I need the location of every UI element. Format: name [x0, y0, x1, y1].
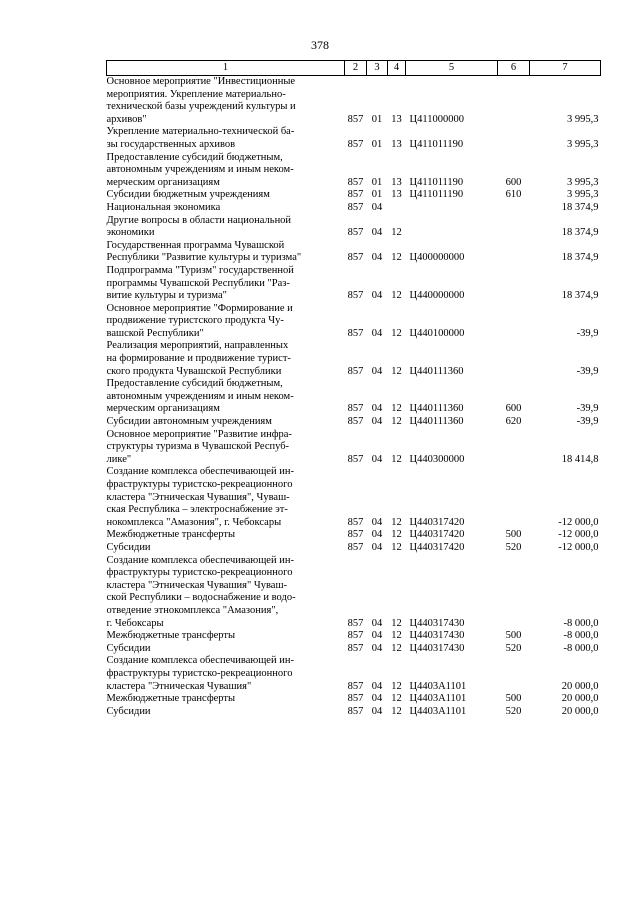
amount-cell: 18 414,8 [561, 453, 599, 465]
table-row [107, 416, 601, 429]
section-code-cell: 04 [371, 529, 383, 541]
subsection-code-cell: 12 [391, 642, 402, 654]
row-name-line: Межбюджетные трансферты [106, 630, 236, 642]
row-name-line: технической базы учреждений культуры и [106, 101, 296, 113]
subsection-code-cell: 13 [391, 113, 402, 125]
admin-code-cell: 857 [347, 113, 364, 125]
section-code-cell: 04 [371, 252, 383, 264]
row-name-cell [107, 655, 345, 693]
section-code-cell: 04 [371, 693, 383, 705]
row-name-line: Создание комплекса обеспечивающей ин- [106, 466, 294, 478]
subsection-code-cell: 12 [391, 705, 402, 717]
table-row [107, 76, 601, 127]
amount-cell: 3 995,3 [567, 189, 599, 201]
target-article-cell: Ц440317430 [409, 617, 465, 629]
row-name-line: Субсидии [106, 705, 151, 717]
amount-cell: 20 000,0 [561, 693, 599, 705]
amount-cell: -39,9 [576, 327, 599, 339]
target-article-cell: Ц440317420 [409, 516, 465, 528]
row-name-line: витие культуры и туризма" [106, 290, 227, 302]
subsection-code-cell: 12 [391, 227, 402, 239]
expense-type-cell: 610 [505, 189, 522, 201]
section-code-cell: 04 [371, 617, 383, 629]
row-name-line: вашской Республики" [106, 327, 204, 339]
target-article-cell: Ц440317430 [409, 630, 465, 642]
row-name-line: Реализация мероприятий, направленных [106, 340, 289, 352]
admin-code-cell: 857 [347, 617, 364, 629]
expense-type-cell [498, 76, 530, 127]
target-article-cell: Ц440111360 [409, 416, 464, 428]
row-name-line: Межбюджетные трансферты [106, 529, 236, 541]
section-code-cell: 01 [371, 138, 383, 150]
section-code-cell: 04 [371, 290, 383, 302]
expense-type-cell [498, 555, 530, 631]
subsection-code-cell: 12 [391, 541, 402, 553]
admin-code-cell: 857 [347, 416, 364, 428]
row-name-line: Субсидии бюджетным учреждениям [106, 189, 270, 201]
table-row [107, 152, 601, 190]
admin-code-cell: 857 [347, 189, 364, 201]
expense-type-cell [498, 466, 530, 529]
row-name-line: отведение этнокомплекса "Амазония", [106, 604, 279, 616]
target-article-cell: Ц440317420 [409, 541, 465, 553]
table-row [107, 215, 601, 240]
section-code-cell: 04 [371, 630, 383, 642]
row-name-cell [107, 643, 345, 656]
row-name-line: архивов" [106, 113, 147, 125]
column-header: 1 [107, 61, 345, 76]
target-article-cell: Ц400000000 [409, 252, 465, 264]
section-code-cell: 04 [371, 403, 383, 415]
admin-code-cell: 857 [347, 252, 364, 264]
row-name-cell [107, 466, 345, 529]
subsection-code-cell: 12 [391, 403, 402, 415]
row-name-line: Предоставление субсидий бюджетным, [106, 378, 283, 390]
expense-type-cell: 500 [505, 630, 522, 642]
table-row [107, 706, 601, 719]
row-name-line: автономным учреждениям и иным неком- [106, 390, 294, 402]
row-name-line: Республики "Развитие культуры и туризма" [106, 252, 302, 264]
expense-type-cell: 600 [505, 176, 522, 188]
section-code-cell: 04 [371, 705, 383, 717]
row-name-line: кластера "Этническая Чувашия" Чуваш- [106, 579, 288, 591]
row-name-line: фраструктуры туристско-рекреационного [106, 667, 293, 679]
column-header: 7 [530, 61, 601, 76]
row-name-cell [107, 630, 345, 643]
row-name-cell [107, 429, 345, 467]
subsection-code-cell: 12 [391, 630, 402, 642]
row-name-cell [107, 189, 345, 202]
admin-code-cell: 857 [347, 327, 364, 339]
row-name-line: кластера "Этническая Чувашия", Чуваш- [106, 491, 290, 503]
admin-code-cell: 857 [347, 642, 364, 654]
subsection-code-cell: 12 [391, 693, 402, 705]
admin-code-cell: 857 [347, 365, 364, 377]
target-article-cell: Ц440111360 [409, 365, 464, 377]
amount-cell: -8 000,0 [563, 630, 599, 642]
table-row [107, 542, 601, 555]
expense-type-cell [498, 655, 530, 693]
expense-type-cell [498, 429, 530, 467]
amount-cell: 20 000,0 [561, 680, 599, 692]
subsection-code-cell: 12 [391, 680, 402, 692]
target-article-cell [406, 202, 498, 215]
table-row [107, 265, 601, 303]
budget-table [106, 60, 601, 718]
row-name-line: ская Республика – электроснабжение эт- [106, 504, 288, 516]
row-name-line: автономным учреждениям и иным неком- [106, 164, 294, 176]
row-name-line: г. Чебоксары [106, 617, 164, 629]
row-name-line: зы государственных архивов [106, 138, 236, 150]
expense-type-cell [498, 240, 530, 265]
admin-code-cell: 857 [347, 138, 364, 150]
table-row [107, 693, 601, 706]
table-row [107, 466, 601, 529]
row-name-cell [107, 706, 345, 719]
row-name-cell [107, 215, 345, 240]
target-article-cell: Ц411000000 [409, 113, 464, 125]
column-header: 2 [345, 61, 367, 76]
target-article-cell: Ц440100000 [409, 327, 465, 339]
row-name-line: мероприятия. Укрепление материально- [106, 88, 286, 100]
row-name-cell [107, 693, 345, 706]
section-code-cell: 04 [371, 201, 383, 213]
row-name-cell [107, 76, 345, 127]
expense-type-cell [498, 340, 530, 378]
subsection-code-cell: 12 [391, 453, 402, 465]
admin-code-cell: 857 [347, 516, 364, 528]
amount-cell: -39,9 [576, 365, 599, 377]
admin-code-cell: 857 [347, 290, 364, 302]
table-row [107, 240, 601, 265]
admin-code-cell: 857 [347, 529, 364, 541]
section-code-cell: 04 [371, 327, 383, 339]
expense-type-cell: 520 [505, 642, 522, 654]
subsection-code-cell: 12 [391, 617, 402, 629]
admin-code-cell: 857 [347, 693, 364, 705]
admin-code-cell: 857 [347, 227, 364, 239]
section-code-cell: 04 [371, 516, 383, 528]
row-name-line: лике" [106, 453, 132, 465]
row-name-line: Основное мероприятие "Инвестиционные [106, 76, 296, 87]
expense-type-cell [498, 126, 530, 151]
column-header: 3 [367, 61, 388, 76]
amount-cell: 20 000,0 [561, 705, 599, 717]
row-name-line: продвижение туристского продукта Чу- [106, 315, 284, 327]
subsection-code-cell: 12 [391, 252, 402, 264]
row-name-line: Создание комплекса обеспечивающей ин- [106, 655, 294, 667]
target-article-cell [406, 215, 498, 240]
section-code-cell: 01 [371, 113, 383, 125]
section-code-cell: 04 [371, 416, 383, 428]
row-name-cell [107, 555, 345, 631]
admin-code-cell: 857 [347, 541, 364, 553]
row-name-line: фраструктуры туристско-рекреационного [106, 567, 293, 579]
subsection-code-cell [388, 202, 406, 215]
table-row [107, 189, 601, 202]
expense-type-cell [498, 303, 530, 341]
admin-code-cell: 857 [347, 630, 364, 642]
row-name-line: мерческим организациям [106, 403, 220, 415]
amount-cell: -8 000,0 [563, 642, 599, 654]
row-name-line: фраструктуры туристско-рекреационного [106, 479, 293, 490]
subsection-code-cell: 13 [391, 189, 402, 201]
expense-type-cell: 520 [505, 541, 522, 553]
table-row [107, 555, 601, 631]
row-name-line: Создание комплекса обеспечивающей ин- [106, 554, 294, 566]
row-name-line: мерческим организациям [106, 176, 220, 188]
table-row [107, 630, 601, 643]
row-name-cell [107, 152, 345, 190]
section-code-cell: 01 [371, 176, 383, 188]
table-row [107, 126, 601, 151]
row-name-line: ского продукта Чувашской Республики [106, 365, 282, 377]
row-name-line: программы Чувашской Республики "Раз- [106, 277, 290, 289]
expense-type-cell [498, 215, 530, 240]
subsection-code-cell: 12 [391, 516, 402, 528]
table-row [107, 429, 601, 467]
table-header-row [107, 61, 601, 76]
target-article-cell: Ц440317430 [409, 642, 465, 654]
section-code-cell: 04 [371, 453, 383, 465]
row-name-cell [107, 378, 345, 416]
row-name-cell [107, 542, 345, 555]
row-name-line: Межбюджетные трансферты [106, 693, 236, 705]
page-number: 378 [311, 38, 329, 52]
row-name-line: Субсидии автономным учреждениям [106, 416, 272, 428]
section-code-cell: 04 [371, 541, 383, 553]
expense-type-cell: 520 [505, 705, 522, 717]
table-row [107, 643, 601, 656]
row-name-cell [107, 303, 345, 341]
row-name-line: структуры туризма в Чувашской Респуб- [106, 441, 290, 453]
admin-code-cell: 857 [347, 403, 364, 415]
table-row [107, 655, 601, 693]
target-article-cell: Ц4403A1101 [409, 680, 467, 692]
amount-cell: 3 995,3 [567, 138, 599, 150]
table-row [107, 378, 601, 416]
amount-cell: -12 000,0 [558, 541, 599, 553]
target-article-cell: Ц4403A1101 [409, 693, 467, 705]
table-body [107, 76, 601, 719]
row-name-line: Укрепление материально-технической ба- [106, 126, 295, 138]
amount-cell: -12 000,0 [558, 516, 599, 528]
amount-cell: -8 000,0 [563, 617, 599, 629]
amount-cell: -39,9 [576, 416, 599, 428]
table-row [107, 202, 601, 215]
section-code-cell: 04 [371, 227, 383, 239]
admin-code-cell: 857 [347, 453, 364, 465]
expense-type-cell: 500 [505, 693, 522, 705]
section-code-cell: 01 [371, 189, 383, 201]
row-name-cell [107, 265, 345, 303]
row-name-line: нокомплекса "Амазония", г. Чебоксары [106, 516, 282, 528]
row-name-line: Основное мероприятие "Развитие инфра- [106, 428, 292, 440]
expense-type-cell: 620 [505, 416, 522, 428]
amount-cell: 18 374,9 [561, 252, 599, 264]
amount-cell: -39,9 [576, 403, 599, 415]
row-name-line: Основное мероприятие "Формирование и [106, 302, 293, 314]
section-code-cell: 04 [371, 680, 383, 692]
admin-code-cell: 857 [347, 176, 364, 188]
amount-cell: -12 000,0 [558, 529, 599, 541]
subsection-code-cell: 12 [391, 290, 402, 302]
row-name-line: Национальная экономика [106, 201, 221, 213]
subsection-code-cell: 12 [391, 529, 402, 541]
expense-type-cell: 600 [505, 403, 522, 415]
admin-code-cell: 857 [347, 705, 364, 717]
subsection-code-cell: 13 [391, 138, 402, 150]
row-name-cell [107, 340, 345, 378]
row-name-line: кластера "Этническая Чувашия" [106, 680, 252, 692]
target-article-cell: Ц440111360 [409, 403, 464, 415]
row-name-line: экономики [106, 227, 155, 239]
amount-cell: 3 995,3 [567, 113, 599, 125]
target-article-cell: Ц4403A1101 [409, 705, 467, 717]
amount-cell: 18 374,9 [561, 290, 599, 302]
target-article-cell: Ц411011190 [409, 176, 464, 188]
row-name-cell [107, 529, 345, 542]
target-article-cell: Ц440317420 [409, 529, 465, 541]
row-name-line: ской Республики – водоснабжение и водо- [106, 592, 296, 604]
subsection-code-cell: 12 [391, 365, 402, 377]
column-header: 6 [498, 61, 530, 76]
subsection-code-cell: 12 [391, 327, 402, 339]
target-article-cell: Ц440300000 [409, 453, 465, 465]
expense-type-cell [498, 265, 530, 303]
target-article-cell: Ц411011190 [409, 138, 464, 150]
expense-type-cell: 500 [505, 529, 522, 541]
admin-code-cell: 857 [347, 680, 364, 692]
row-name-cell [107, 240, 345, 265]
column-header: 4 [388, 61, 406, 76]
table-row [107, 340, 601, 378]
row-name-line: Другие вопросы в области национальной [106, 214, 292, 226]
section-code-cell: 04 [371, 365, 383, 377]
row-name-line: на формирование и продвижение турист- [106, 353, 291, 365]
row-name-cell [107, 202, 345, 215]
row-name-line: Субсидии [106, 642, 151, 654]
amount-cell: 3 995,3 [567, 176, 599, 188]
table-row [107, 529, 601, 542]
subsection-code-cell: 13 [391, 176, 402, 188]
subsection-code-cell: 12 [391, 416, 402, 428]
expense-type-cell [498, 202, 530, 215]
amount-cell: 18 374,9 [561, 227, 599, 239]
row-name-line: Субсидии [106, 541, 151, 553]
row-name-line: Подпрограмма "Туризм" государственной [106, 264, 294, 276]
row-name-cell [107, 126, 345, 151]
admin-code-cell: 857 [347, 201, 364, 213]
column-header: 5 [406, 61, 498, 76]
row-name-cell [107, 416, 345, 429]
row-name-line: Предоставление субсидий бюджетным, [106, 151, 283, 163]
target-article-cell: Ц440000000 [409, 290, 465, 302]
table-row [107, 303, 601, 341]
target-article-cell: Ц411011190 [409, 189, 464, 201]
section-code-cell: 04 [371, 642, 383, 654]
row-name-line: Государственная программа Чувашской [106, 239, 285, 251]
amount-cell: 18 374,9 [561, 201, 599, 213]
